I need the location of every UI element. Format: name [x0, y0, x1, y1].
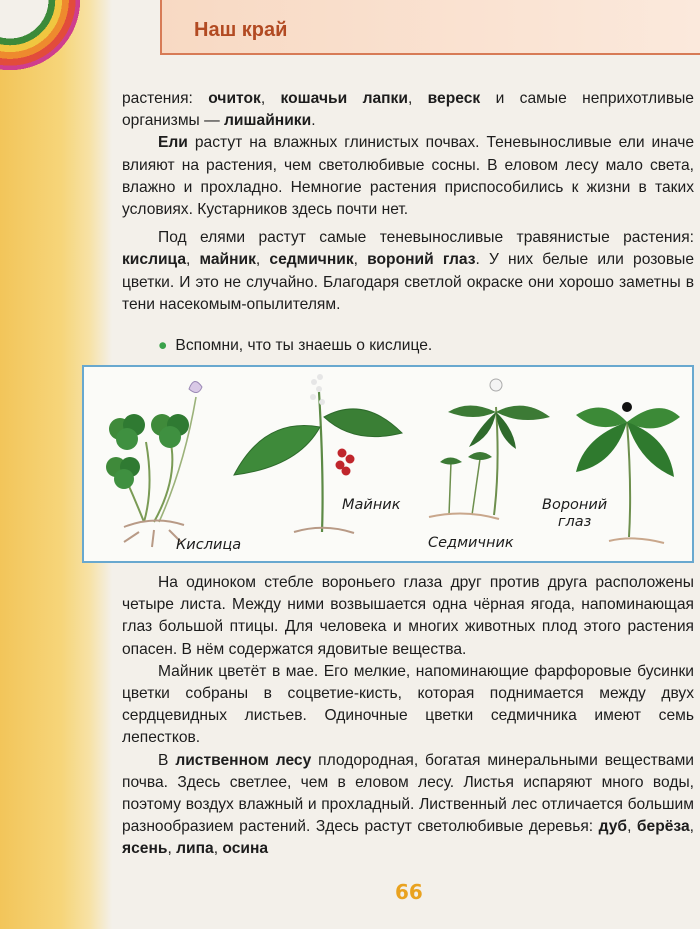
paragraph-4: На одиноком стебле вороньего глаза друг против друга расположены четыре листа. Между ними возвышается одна чёрная ягода, напоминающая глаз большой птицы. Для человека и многих животных плод этого растения опасен. В нём содержатся ядовитые вещества.	[122, 574, 694, 658]
text-block-top	[122, 88, 694, 316]
paragraph-3: Под елями растут самые теневыносливые травянистые растения: кислица, майник, седмичник, вороний глаз. У них белые или розовые цветки. И это не случайно. Благодаря светлой окраске они хорошо заметны в тени насекомым-опылителям.	[122, 229, 695, 313]
paragraph-2: Ели растут на влажных глинистых почвах. Теневыносливые ели иначе влияют на растения, чем светолюбивые сосны. В еловом лесу мало света, влажно и прохладно. Немногие растения приспособились к жизни в таких условиях. Кустарников здесь почти нет.	[122, 134, 694, 219]
kislitsa-plant	[106, 381, 202, 547]
section-header	[160, 0, 700, 55]
caption-sedmichnik: Седмичник	[428, 535, 514, 551]
text-block-bottom	[122, 572, 694, 861]
caption-mainik: Майник	[342, 497, 401, 513]
plants-illustration	[84, 367, 692, 561]
review-question: ● Вспомни, что ты знаешь о кислице.	[158, 337, 433, 354]
paragraph-6: В лиственном лесу плодородная, богатая минеральными веществами почва. Здесь светлее, чем в еловом лесу. Листья испаряют много воды, поэтому воздух влажный и прохладный. Лиственный лес отличается большим разнообразием растений. Здесь растут светолюбивые деревья: дуб, берёза, ясень, липа, осина	[122, 751, 695, 858]
bullet-dot-icon: ●	[158, 337, 168, 354]
paragraph-1: растения: очиток, кошачьи лапки, вереск и самые неприхотливые организмы — лишайники.	[122, 90, 694, 130]
caption-kislitsa: Кислица	[176, 537, 242, 553]
sedmichnik-plant	[429, 379, 550, 519]
caption-voroniy-glaz: Вороний глаз	[542, 497, 608, 530]
paragraph-5: Майник цветёт в мае. Его мелкие, напоминающие фарфоровые бусинки цветки собраны в соцветие-кисть, которая поднимается между двух сердцевидных листьев. Одиночные цветки седмичника имеют семь лепестков.	[122, 662, 694, 747]
page-number: 66	[395, 880, 423, 904]
plants-figure	[82, 365, 694, 563]
section-title: Наш край	[194, 19, 288, 41]
